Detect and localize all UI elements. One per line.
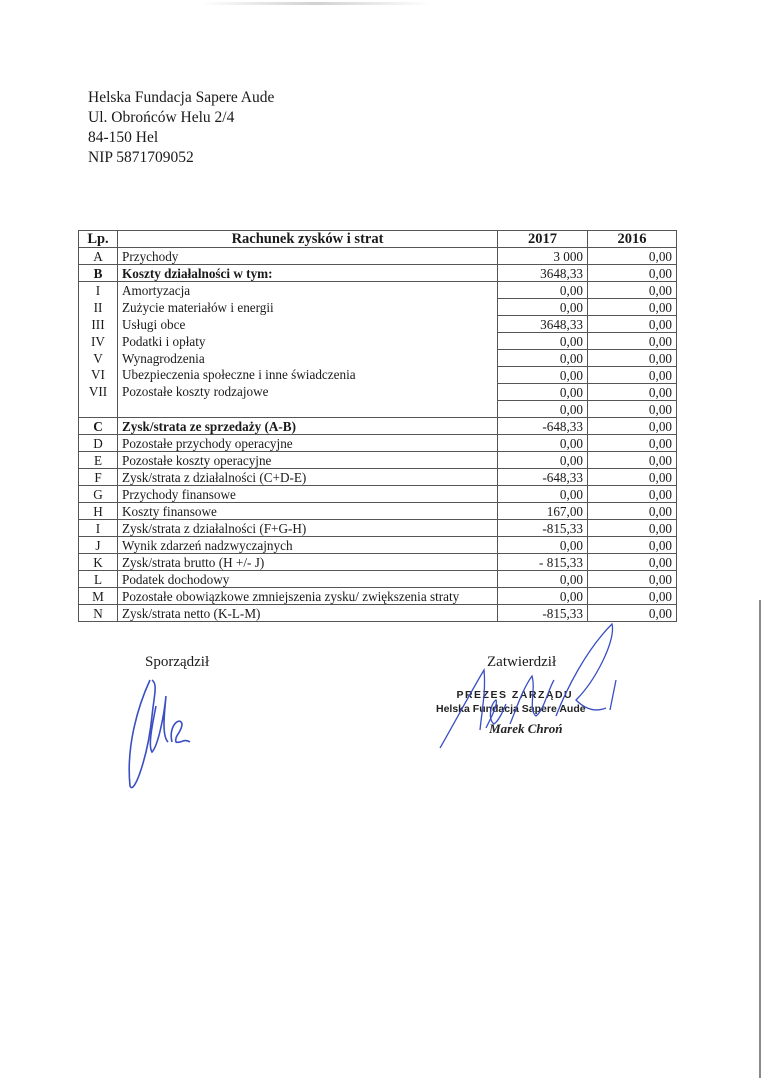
- scan-edge-right: [759, 600, 761, 1078]
- row-lp: I: [79, 520, 118, 537]
- table-row: [79, 537, 677, 554]
- row-value-2016: 0,00: [588, 503, 677, 520]
- row-value-2017: 0,00: [498, 367, 588, 384]
- row-lp: IV: [91, 333, 105, 349]
- row-lp: D: [79, 435, 118, 452]
- row-value-2016: 0,00: [588, 554, 677, 571]
- row-value-2017: 0,00: [498, 384, 588, 401]
- table-row: [79, 248, 677, 265]
- row-label: Podatki i opłaty: [122, 333, 206, 349]
- row-value-2016: 0,00: [588, 452, 677, 469]
- prepared-by-label: Sporządził: [145, 654, 210, 670]
- row-lp: L: [79, 571, 118, 588]
- row-label: Usługi obce: [122, 316, 186, 332]
- row-lp: A: [79, 248, 118, 265]
- sub-lp-block: [79, 282, 118, 418]
- row-lp: G: [79, 486, 118, 503]
- row-label: Podatek dochodowy: [118, 571, 498, 588]
- row-lp: B: [79, 265, 118, 282]
- row-value-2016: 0,00: [588, 588, 677, 605]
- row-label: Zużycie materiałów i energii: [122, 299, 274, 315]
- table-row: [79, 520, 677, 537]
- row-value-2017: 3648,33: [498, 316, 588, 333]
- row-lp: C: [79, 418, 118, 435]
- row-label: Pozostałe obowiązkowe zmniejszenia zysku/ zwiększenia straty: [118, 588, 498, 605]
- row-value-2017: 0,00: [498, 282, 588, 299]
- row-value-2017: - 815,33: [498, 554, 588, 571]
- table-row: [79, 435, 677, 452]
- row-label: Pozostałe koszty rodzajowe: [122, 384, 269, 400]
- row-value-2016: 0,00: [588, 248, 677, 265]
- row-value-2017: -648,33: [498, 418, 588, 435]
- row-value-2016: 0,00: [588, 350, 677, 367]
- row-label: Koszty finansowe: [118, 503, 498, 520]
- row-value-2016: 0,00: [588, 418, 677, 435]
- row-value-2016: 0,00: [588, 537, 677, 554]
- sub-label-block: [118, 282, 498, 418]
- prepared-signature: [118, 676, 258, 796]
- header-year-2017: 2017: [498, 231, 588, 248]
- row-value-2016: 0,00: [588, 486, 677, 503]
- row-value-2017: 0,00: [498, 452, 588, 469]
- table-row: [79, 486, 677, 503]
- row-value-2016: 0,00: [588, 435, 677, 452]
- row-label: Pozostałe koszty operacyjne: [118, 452, 498, 469]
- row-value-2017: 3648,33: [498, 265, 588, 282]
- row-lp: E: [79, 452, 118, 469]
- row-label: Zysk/strata netto (K-L-M): [118, 605, 498, 622]
- row-lp: H: [79, 503, 118, 520]
- header-lp: Lp.: [79, 231, 118, 248]
- table-row: [79, 469, 677, 486]
- row-label: Wynagrodzenia: [122, 350, 205, 366]
- row-value-2017: -815,33: [498, 605, 588, 622]
- row-value-2017: 0,00: [498, 401, 588, 418]
- row-label: Zysk/strata z działalności (C+D-E): [118, 469, 498, 486]
- row-value-2017: 0,00: [498, 299, 588, 316]
- organization-address: [88, 88, 274, 168]
- row-label: Zysk/strata ze sprzedaży (A-B): [118, 418, 498, 435]
- row-value-2016: 0,00: [588, 520, 677, 537]
- row-value-2017: 0,00: [498, 486, 588, 503]
- table-row: [79, 588, 677, 605]
- row-lp: VI: [91, 367, 105, 383]
- row-value-2016: 0,00: [588, 469, 677, 486]
- stamp-organization: Helska Fundacja Sapere Aude: [436, 703, 586, 715]
- row-lp: III: [91, 316, 105, 332]
- row-value-2017: 167,00: [498, 503, 588, 520]
- row-value-2016: 0,00: [588, 282, 677, 299]
- row-label: Zysk/strata z działalności (F+G-H): [118, 520, 498, 537]
- row-lp: J: [79, 537, 118, 554]
- row-label: Zysk/strata brutto (H +/- J): [118, 554, 498, 571]
- table-row: [79, 452, 677, 469]
- row-value-2016: 0,00: [588, 571, 677, 588]
- organization-nip: NIP 5871709052: [88, 149, 194, 166]
- row-label: Ubezpieczenia społeczne i inne świadczenia: [122, 367, 356, 383]
- row-value-2017: -815,33: [498, 520, 588, 537]
- row-value-2017: 0,00: [498, 571, 588, 588]
- row-label: Pozostałe przychody operacyjne: [118, 435, 498, 452]
- row-lp: N: [79, 605, 118, 622]
- table-header-row: [79, 231, 677, 248]
- row-lp: V: [93, 350, 103, 366]
- organization-name: Helska Fundacja Sapere Aude: [88, 89, 275, 106]
- scan-edge-top: [200, 2, 430, 5]
- row-value-2017: -648,33: [498, 469, 588, 486]
- row-value-2016: 0,00: [588, 265, 677, 282]
- header-year-2016: 2016: [588, 231, 677, 248]
- stamp-title: PREZES ZARZĄDU: [456, 689, 574, 701]
- row-value-2017: 0,00: [498, 350, 588, 367]
- table-row: [79, 282, 677, 299]
- organization-street: Ul. Obrońców Helu 2/4: [88, 109, 235, 126]
- row-lp: M: [79, 588, 118, 605]
- row-label: Wynik zdarzeń nadzwyczajnych: [118, 537, 498, 554]
- row-value-2017: 0,00: [498, 435, 588, 452]
- row-value-2016: 0,00: [588, 384, 677, 401]
- approved-by-label: Zatwierdził: [487, 654, 557, 670]
- row-value-2017: 0,00: [498, 588, 588, 605]
- row-value-2017: 3 000: [498, 248, 588, 265]
- row-value-2017: 0,00: [498, 537, 588, 554]
- row-label: Amortyzacja: [122, 283, 191, 298]
- row-value-2016: 0,00: [588, 316, 677, 333]
- row-value-2016: 0,00: [588, 605, 677, 622]
- row-label: Przychody finansowe: [118, 486, 498, 503]
- table-row: [79, 265, 677, 282]
- organization-city: 84-150 Hel: [88, 129, 159, 146]
- row-lp: F: [79, 469, 118, 486]
- row-value-2016: 0,00: [588, 401, 677, 418]
- row-lp: VII: [88, 384, 108, 400]
- row-value-2016: 0,00: [588, 367, 677, 384]
- header-title: Rachunek zysków i strat: [118, 231, 498, 248]
- row-lp: K: [79, 554, 118, 571]
- row-lp: II: [93, 299, 103, 315]
- row-value-2017: 0,00: [498, 333, 588, 350]
- approved-signature: [436, 620, 626, 750]
- row-value-2016: 0,00: [588, 299, 677, 316]
- table-row: [79, 571, 677, 588]
- table-row: [79, 503, 677, 520]
- table-row: [79, 554, 677, 571]
- table-row: [79, 605, 677, 622]
- profit-loss-table: [78, 230, 677, 622]
- row-lp: I: [95, 283, 101, 298]
- row-label: Koszty działalności w tym:: [118, 265, 498, 282]
- table-row: [79, 418, 677, 435]
- row-label: Przychody: [118, 248, 498, 265]
- row-value-2016: 0,00: [588, 333, 677, 350]
- stamp-name: Marek Chroń: [489, 721, 563, 736]
